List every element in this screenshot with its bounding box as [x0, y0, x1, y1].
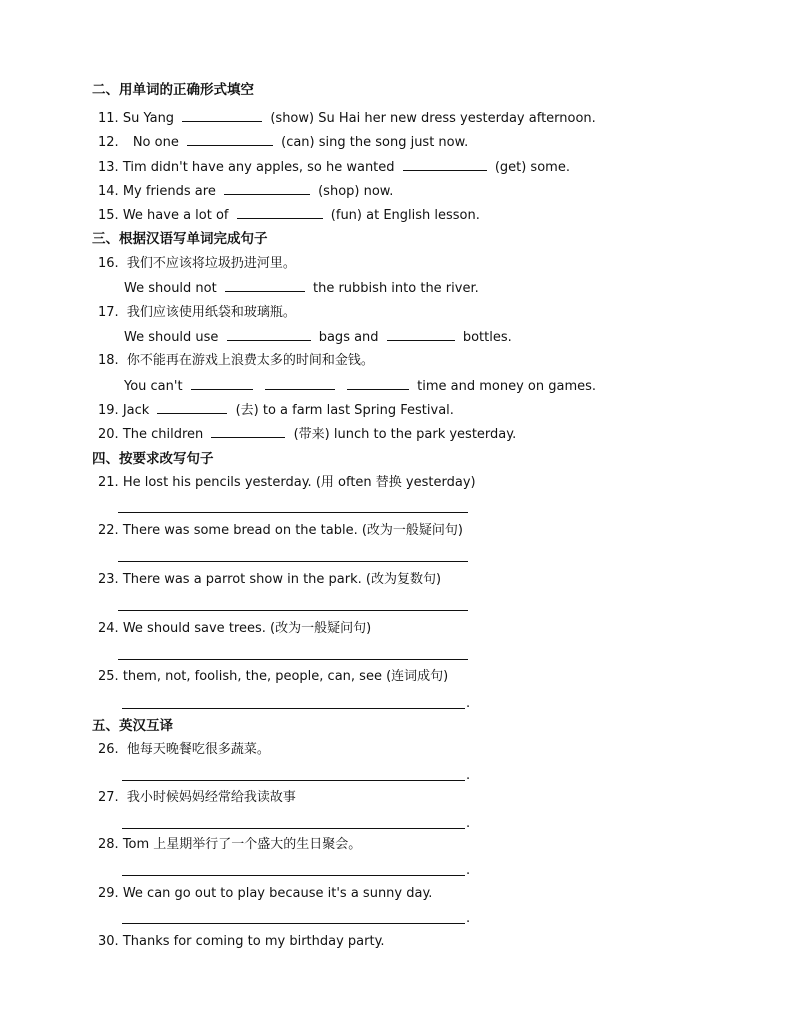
- question-text: No one: [132, 135, 179, 150]
- question-text: We have a lot of: [122, 208, 229, 223]
- question-text: (get) some.: [494, 160, 570, 175]
- answer-line[interactable]: [122, 923, 465, 924]
- question-number: 17.: [98, 305, 119, 320]
- question-text: We should use: [124, 330, 219, 345]
- period-mark: .: [466, 911, 471, 926]
- question-13: [98, 157, 570, 177]
- answer-blank[interactable]: [237, 205, 323, 219]
- question-number: 22.: [98, 523, 119, 538]
- question-text: Thanks for coming to my birthday party.: [122, 934, 385, 949]
- answer-blank[interactable]: [225, 278, 305, 292]
- chinese-prompt: 你不能再在游戏上浪费太多的时间和金钱。: [126, 353, 374, 368]
- question-text: time and money on games.: [417, 379, 597, 394]
- question-27: [98, 788, 296, 808]
- question-text: Jack: [122, 403, 150, 418]
- answer-line[interactable]: [118, 512, 468, 513]
- question-text: There was a parrot show in the park. (改为复数句): [122, 572, 442, 587]
- question-number: 30.: [98, 934, 119, 949]
- question-number: 29.: [98, 886, 119, 901]
- question-number: 20.: [98, 427, 119, 442]
- question-number: 19.: [98, 403, 119, 418]
- answer-blank[interactable]: [224, 181, 310, 195]
- question-number: 11.: [98, 111, 119, 126]
- question-text: Tim didn't have any apples, so he wanted: [122, 160, 395, 175]
- question-21: [98, 473, 476, 493]
- question-22: [98, 521, 463, 541]
- section-heading-5: 五、英汉互译: [92, 718, 173, 734]
- answer-line[interactable]: [118, 561, 468, 562]
- question-number: 28.: [98, 837, 119, 852]
- question-number: 12.: [98, 135, 119, 150]
- answer-line[interactable]: [118, 610, 468, 611]
- question-text: We can go out to play because it's a sunny day.: [122, 886, 433, 901]
- question-12: [98, 132, 468, 152]
- answer-line[interactable]: [118, 659, 468, 660]
- question-text: (去) to a farm last Spring Festival.: [235, 403, 454, 418]
- period-mark: .: [466, 696, 471, 711]
- period-mark: .: [466, 768, 471, 783]
- question-17: [98, 303, 296, 323]
- question-18-sentence: [124, 376, 596, 396]
- section-heading-4: 四、按要求改写句子: [92, 451, 214, 467]
- question-text: The children: [122, 427, 204, 442]
- answer-blank[interactable]: [191, 376, 253, 390]
- answer-blank[interactable]: [187, 132, 273, 146]
- question-text: My friends are: [122, 184, 216, 199]
- answer-blank[interactable]: [387, 327, 455, 341]
- question-text: He lost his pencils yesterday. (用 often 替换 yesterday): [122, 475, 476, 490]
- question-text: (shop) now.: [318, 184, 394, 199]
- question-text: We should save trees. (改为一般疑问句): [122, 621, 372, 636]
- question-text: Su Yang: [122, 111, 175, 126]
- question-16-sentence: [124, 278, 479, 298]
- question-number: 16.: [98, 256, 119, 271]
- question-number: 13.: [98, 160, 119, 175]
- answer-blank[interactable]: [403, 157, 487, 171]
- question-text: (fun) at English lesson.: [330, 208, 480, 223]
- section-heading-2: 二、用单词的正确形式填空: [92, 82, 254, 98]
- question-25: [98, 667, 448, 687]
- question-text: You can't: [124, 379, 183, 394]
- question-26: [98, 740, 270, 760]
- question-16: [98, 254, 296, 274]
- question-text: them, not, foolish, the, people, can, see (连词成句): [122, 669, 449, 684]
- question-text: bags and: [318, 330, 379, 345]
- question-number: 23.: [98, 572, 119, 587]
- question-number: 25.: [98, 669, 119, 684]
- question-text: 我小时候妈妈经常给我读故事: [126, 790, 296, 805]
- answer-line[interactable]: [122, 708, 465, 709]
- question-number: 14.: [98, 184, 119, 199]
- question-17-sentence: [124, 327, 512, 347]
- answer-line[interactable]: [122, 875, 465, 876]
- question-text: bottles.: [462, 330, 512, 345]
- question-19: [98, 400, 454, 420]
- chinese-prompt: 我们应该使用纸袋和玻璃瓶。: [126, 305, 296, 320]
- question-18: [98, 351, 374, 371]
- question-text: the rubbish into the river.: [313, 281, 479, 296]
- question-text: (show) Su Hai her new dress yesterday afternoon.: [270, 111, 596, 126]
- question-29: [98, 884, 432, 904]
- chinese-prompt: 我们不应该将垃圾扔进河里。: [126, 256, 296, 271]
- answer-line[interactable]: [122, 780, 465, 781]
- question-15: [98, 205, 480, 225]
- question-14: [98, 181, 393, 201]
- question-23: [98, 570, 441, 590]
- question-number: 27.: [98, 790, 119, 805]
- question-text: We should not: [124, 281, 217, 296]
- answer-blank[interactable]: [265, 376, 335, 390]
- question-28: [98, 835, 361, 855]
- answer-blank[interactable]: [211, 424, 285, 438]
- question-number: 21.: [98, 475, 119, 490]
- answer-blank[interactable]: [157, 400, 227, 414]
- answer-blank[interactable]: [182, 108, 262, 122]
- question-text: (can) sing the song just now.: [281, 135, 469, 150]
- question-24: [98, 619, 371, 639]
- period-mark: .: [466, 863, 471, 878]
- question-number: 26.: [98, 742, 119, 757]
- question-30: [98, 932, 385, 952]
- answer-blank[interactable]: [347, 376, 409, 390]
- question-number: 15.: [98, 208, 119, 223]
- question-text: There was some bread on the table. (改为一般疑问句): [122, 523, 464, 538]
- period-mark: .: [466, 816, 471, 831]
- answer-line[interactable]: [122, 828, 465, 829]
- question-11: [98, 108, 596, 128]
- question-text: Tom 上星期举行了一个盛大的生日聚会。: [122, 837, 362, 852]
- answer-blank[interactable]: [227, 327, 311, 341]
- question-20: [98, 424, 516, 444]
- section-heading-3: 三、根据汉语写单词完成句子: [92, 231, 268, 247]
- question-text: (带来) lunch to the park yesterday.: [293, 427, 517, 442]
- question-text: 他每天晚餐吃很多蔬菜。: [126, 742, 270, 757]
- question-number: 18.: [98, 353, 119, 368]
- question-number: 24.: [98, 621, 119, 636]
